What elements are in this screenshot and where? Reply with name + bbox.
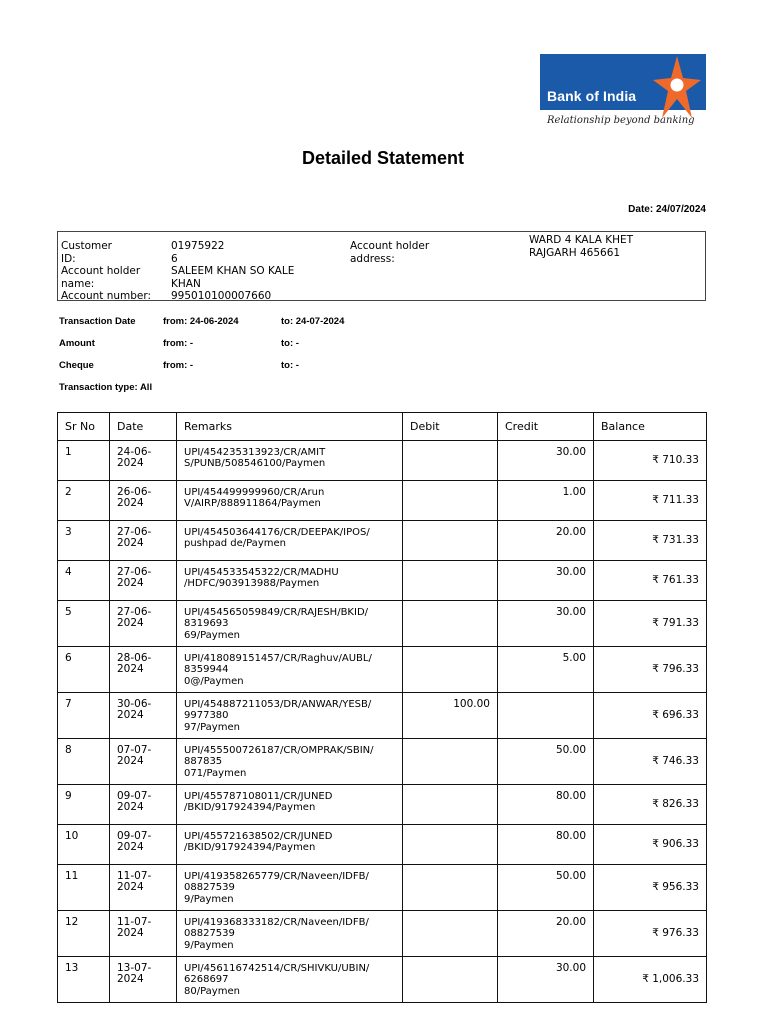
debit-cell [403, 910, 498, 956]
sr-no-cell: 12 [58, 910, 110, 956]
header-sr-no: Sr No [58, 413, 110, 441]
account-info-box [57, 231, 706, 301]
date-cell: 27-06-2024 [110, 560, 177, 600]
customer-id-label: Customer ID: [61, 240, 113, 265]
bank-logo [540, 54, 708, 130]
table-row [58, 864, 707, 910]
customer-id-value: 01975922 6 [171, 240, 225, 265]
transaction-date-label: Transaction Date [59, 316, 136, 327]
balance-cell: ₹ 976.33 [594, 910, 707, 956]
header-remarks: Remarks [177, 413, 403, 441]
credit-cell: 20.00 [498, 520, 594, 560]
sr-no-cell: 11 [58, 864, 110, 910]
table-row [58, 480, 707, 520]
table-row [58, 600, 707, 646]
table-row [58, 738, 707, 784]
debit-cell [403, 560, 498, 600]
credit-cell: 30.00 [498, 956, 594, 1002]
table-row [58, 956, 707, 1002]
table-row [58, 910, 707, 956]
remarks-cell: UPI/454499999960/CR/Arun V/AIRP/888911864/Paymen [177, 480, 403, 520]
date-cell: 13-07-2024 [110, 956, 177, 1002]
credit-cell: 80.00 [498, 824, 594, 864]
remarks-cell: UPI/454533545322/CR/MADHU /HDFC/903913988/Paymen [177, 560, 403, 600]
account-labels [61, 240, 151, 303]
star-icon [652, 54, 702, 120]
debit-cell [403, 440, 498, 480]
credit-cell: 30.00 [498, 560, 594, 600]
logo-name: Bank of India [547, 88, 637, 104]
account-number-label: Account number: [61, 290, 152, 302]
debit-cell [403, 864, 498, 910]
holder-name-label: Account holder name: [61, 265, 141, 290]
transaction-date-from: from: 24-06-2024 [163, 316, 239, 327]
credit-cell: 30.00 [498, 600, 594, 646]
table-row [58, 440, 707, 480]
remarks-cell: UPI/456116742514/CR/SHIVKU/UBIN/ 6268697 80/Paymen [177, 956, 403, 1002]
sr-no-cell: 13 [58, 956, 110, 1002]
sr-no-cell: 7 [58, 692, 110, 738]
date-cell: 09-07-2024 [110, 784, 177, 824]
remarks-cell: UPI/454887211053/DR/ANWAR/YESB/ 9977380 97/Paymen [177, 692, 403, 738]
debit-cell [403, 784, 498, 824]
credit-cell: 1.00 [498, 480, 594, 520]
table-row [58, 646, 707, 692]
balance-cell: ₹ 826.33 [594, 784, 707, 824]
sr-no-cell: 1 [58, 440, 110, 480]
balance-cell: ₹ 796.33 [594, 646, 707, 692]
remarks-cell: UPI/454503644176/CR/DEEPAK/IPOS/ pushpad de/Paymen [177, 520, 403, 560]
debit-cell: 100.00 [403, 692, 498, 738]
transactions-table [57, 412, 707, 1003]
balance-cell: ₹ 711.33 [594, 480, 707, 520]
debit-cell [403, 824, 498, 864]
table-row [58, 560, 707, 600]
amount-to: to: - [281, 338, 299, 349]
balance-cell: ₹ 746.33 [594, 738, 707, 784]
sr-no-cell: 6 [58, 646, 110, 692]
logo-tagline: Relationship beyond banking [547, 115, 695, 126]
holder-name-value: SALEEM KHAN SO KALE KHAN [171, 265, 295, 290]
date-cell: 27-06-2024 [110, 520, 177, 560]
account-values [171, 240, 294, 303]
address-label: Account holder address: [350, 240, 430, 265]
table-row [58, 520, 707, 560]
date-cell: 27-06-2024 [110, 600, 177, 646]
statement-date: Date: 24/07/2024 [628, 204, 706, 215]
remarks-cell: UPI/454235313923/CR/AMIT S/PUNB/508546100/Paymen [177, 440, 403, 480]
table-row [58, 784, 707, 824]
remarks-cell: UPI/455721638502/CR/JUNED /BKID/917924394/Paymen [177, 824, 403, 864]
remarks-cell: UPI/454565059849/CR/RAJESH/BKID/ 8319693 69/Paymen [177, 600, 403, 646]
sr-no-cell: 4 [58, 560, 110, 600]
credit-cell: 5.00 [498, 646, 594, 692]
date-cell: 28-06-2024 [110, 646, 177, 692]
date-cell: 11-07-2024 [110, 864, 177, 910]
balance-cell: ₹ 761.33 [594, 560, 707, 600]
remarks-cell: UPI/455787108011/CR/JUNED /BKID/917924394/Paymen [177, 784, 403, 824]
credit-cell: 50.00 [498, 738, 594, 784]
date-cell: 26-06-2024 [110, 480, 177, 520]
table-row [58, 692, 707, 738]
cheque-to: to: - [281, 360, 299, 371]
table-header-row [58, 413, 707, 441]
sr-no-cell: 3 [58, 520, 110, 560]
header-credit: Credit [498, 413, 594, 441]
sr-no-cell: 2 [58, 480, 110, 520]
remarks-cell: UPI/419368333182/CR/Naveen/IDFB/ 08827539 9/Paymen [177, 910, 403, 956]
balance-cell: ₹ 956.33 [594, 864, 707, 910]
credit-cell: 20.00 [498, 910, 594, 956]
sr-no-cell: 5 [58, 600, 110, 646]
page-title: Detailed Statement [301, 148, 465, 168]
credit-cell: 50.00 [498, 864, 594, 910]
remarks-cell: UPI/455500726187/CR/OMPRAK/SBIN/ 887835 071/Paymen [177, 738, 403, 784]
debit-cell [403, 600, 498, 646]
debit-cell [403, 956, 498, 1002]
sr-no-cell: 9 [58, 784, 110, 824]
transaction-type: Transaction type: All [59, 382, 153, 393]
header-debit: Debit [403, 413, 498, 441]
amount-from: from: - [163, 338, 194, 349]
balance-cell: ₹ 906.33 [594, 824, 707, 864]
cheque-label: Cheque [59, 360, 94, 371]
header-balance: Balance [594, 413, 707, 441]
remarks-cell: UPI/418089151457/CR/Raghuv/AUBL/ 8359944 0@/Paymen [177, 646, 403, 692]
date-cell: 30-06-2024 [110, 692, 177, 738]
credit-cell: 30.00 [498, 440, 594, 480]
debit-cell [403, 480, 498, 520]
transaction-date-to: to: 24-07-2024 [281, 316, 345, 327]
header-date: Date [110, 413, 177, 441]
credit-cell [498, 692, 594, 738]
sr-no-cell: 8 [58, 738, 110, 784]
cheque-from: from: - [163, 360, 194, 371]
debit-cell [403, 520, 498, 560]
account-number-value: 995010100007660 [171, 290, 272, 302]
balance-cell: ₹ 696.33 [594, 692, 707, 738]
sr-no-cell: 10 [58, 824, 110, 864]
credit-cell: 80.00 [498, 784, 594, 824]
balance-cell: ₹ 1,006.33 [594, 956, 707, 1002]
date-cell: 09-07-2024 [110, 824, 177, 864]
address-value: WARD 4 KALA KHET RAJGARH 465661 [529, 234, 634, 259]
amount-label: Amount [59, 338, 95, 349]
balance-cell: ₹ 791.33 [594, 600, 707, 646]
transactions-body [58, 440, 707, 1002]
debit-cell [403, 738, 498, 784]
remarks-cell: UPI/419358265779/CR/Naveen/IDFB/ 08827539 9/Paymen [177, 864, 403, 910]
balance-cell: ₹ 710.33 [594, 440, 707, 480]
date-cell: 24-06-2024 [110, 440, 177, 480]
balance-cell: ₹ 731.33 [594, 520, 707, 560]
debit-cell [403, 646, 498, 692]
date-cell: 11-07-2024 [110, 910, 177, 956]
date-cell: 07-07-2024 [110, 738, 177, 784]
table-row [58, 824, 707, 864]
